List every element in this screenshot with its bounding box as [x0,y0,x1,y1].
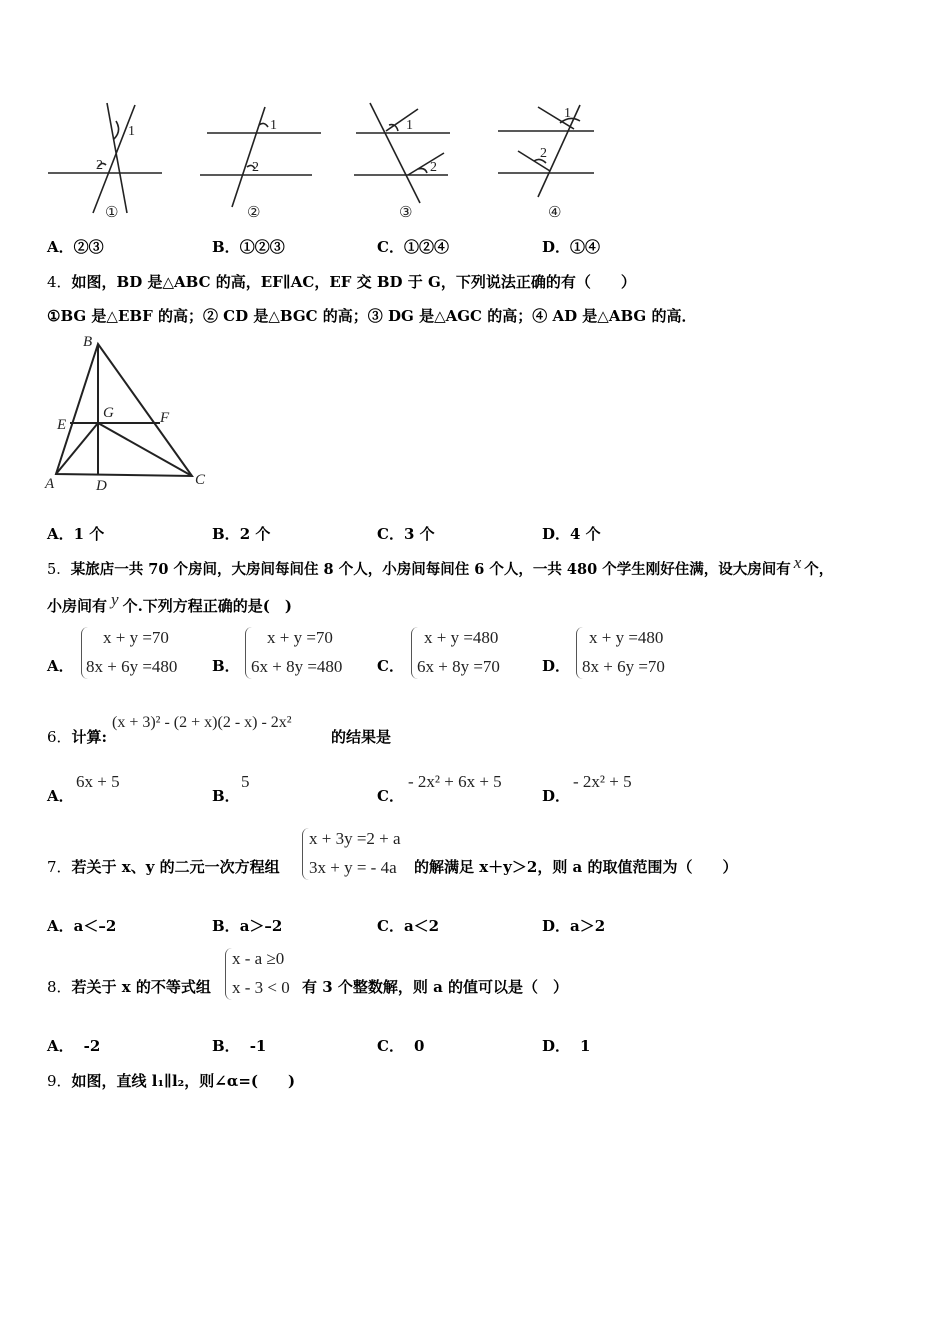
q7-system-brace [302,828,309,880]
q7-option-c[interactable]: C．a＜2 [377,917,440,935]
q7-eq2: 3x + y = - 4a [309,858,397,877]
q4-point-c: C [195,472,206,488]
q6-option-c-expr: - 2x² + 6x + 5 [408,772,502,791]
q8-ineq2: x - 3 < 0 [232,978,290,997]
q4-triangle-figure [40,330,220,495]
q3-fig2-angle1: 1 [270,118,277,133]
q3-fig-label-1: ① [105,203,119,221]
q6-stem-suffix: 的结果是 [331,728,392,746]
q3-fig-label-2: ② [247,203,261,221]
q6-stem-prefix: 6．计算: [47,728,108,746]
q5-option-a-eq1: x + y =70 [103,628,169,647]
q4-point-g: G [103,405,114,421]
q6-expression: (x + 3)² - (2 + x)(2 - x) - 2x² [112,714,292,731]
q3-option-b[interactable]: B．①②③ [212,238,285,256]
q3-figures [40,95,620,225]
q9-stem: 9．如图，直线 l₁∥l₂，则∠α=( ) [47,1072,296,1090]
q5-option-d-eq2: 8x + 6y =70 [582,657,665,676]
q4-stem: 4．如图，BD 是△ABC 的高，EF∥AC，EF 交 BD 于 G，下列说法正确的有（ ） [47,273,636,291]
q5-option-d-letter[interactable]: D． [542,657,571,675]
q8-system-brace [225,948,232,1000]
q3-option-a[interactable]: A．②③ [47,238,104,256]
q6-option-a-letter[interactable]: A． [47,787,74,805]
q3-fig2-angle2: 2 [252,160,259,175]
q7-option-d[interactable]: D．a＞2 [542,917,606,935]
q8-ineq1: x - a ≥0 [232,949,285,968]
q5-option-d-eq1: x + y =480 [589,628,664,647]
q7-stem-suffix: 的解满足 x＋y＞2，则 a 的取值范围为（ ） [414,858,738,876]
q8-option-b[interactable]: B． -1 [212,1037,267,1055]
q4-option-c[interactable]: C．3 个 [377,525,435,543]
q6-option-d-letter[interactable]: D． [542,787,571,805]
q8-stem-prefix: 8．若关于 x 的不等式组 [47,978,211,996]
q4-option-a[interactable]: A．1 个 [47,525,105,543]
q7-option-a[interactable]: A．a＜–2 [47,917,117,935]
q7-option-b[interactable]: B．a＞–2 [212,917,283,935]
q5-option-b-eq2: 6x + 8y =480 [251,657,343,676]
q4-option-b[interactable]: B．2 个 [212,525,271,543]
q3-option-c[interactable]: C．①②④ [377,238,449,256]
q4-point-d: D [96,478,107,494]
q4-point-e: E [57,417,67,433]
q4-option-d[interactable]: D．4 个 [542,525,601,543]
q6-option-b-letter[interactable]: B． [212,787,240,805]
q5-option-c-letter[interactable]: C． [377,657,404,675]
q3-fig4-angle1: 1 [564,106,571,121]
q7-eq1: x + 3y =2 + a [309,829,401,848]
q8-option-c[interactable]: C． 0 [377,1037,425,1055]
q3-fig1-angle2: 2 [96,158,103,173]
q5-stem-line2: 小房间有 y 个.下列方程正确的是( ) [47,590,292,615]
q3-fig-label-4: ④ [548,203,562,221]
q5-option-a-eq2: 8x + 6y =480 [86,657,178,676]
q6-option-a-expr: 6x + 5 [76,772,120,791]
q3-option-d[interactable]: D．①④ [542,238,601,256]
q3-fig1-angle1: 1 [128,124,135,139]
q5-stem-line1: 5．某旅店一共 70 个房间，大房间每间住 8 个人，小房间每间住 6 个人，一共 480 个学生刚好住满，设大房间有 x 个， [47,553,834,578]
q5-option-c-eq2: 6x + 8y =70 [417,657,500,676]
q6-option-b-expr: 5 [241,772,250,791]
q6-option-d-expr: - 2x² + 5 [573,772,632,791]
q3-fig3-angle1: 1 [406,118,413,133]
q4-point-f: F [160,410,170,426]
q4-statements: ①BG 是△EBF 的高；② CD 是△BGC 的高；③ DG 是△AGC 的高；④ AD 是△ABG 的高． [47,307,697,325]
q8-option-a[interactable]: A． -2 [47,1037,101,1055]
q8-option-d[interactable]: D． 1 [542,1037,591,1055]
q5-option-a-letter[interactable]: A． [47,657,74,675]
q5-option-c-eq1: x + y =480 [424,628,499,647]
q6-option-c-letter[interactable]: C． [377,787,404,805]
q4-point-a: A [45,476,55,492]
q3-fig-label-3: ③ [399,203,413,221]
q4-point-b: B [83,334,93,350]
q8-stem-suffix: 有 3 个整数解，则 a 的值可以是（ ） [302,978,569,996]
q7-stem-prefix: 7．若关于 x、y 的二元一次方程组 [47,858,280,876]
q5-option-b-eq1: x + y =70 [267,628,333,647]
q3-fig3-angle2: 2 [430,160,437,175]
q3-fig4-angle2: 2 [540,146,547,161]
q5-option-b-letter[interactable]: B． [212,657,240,675]
